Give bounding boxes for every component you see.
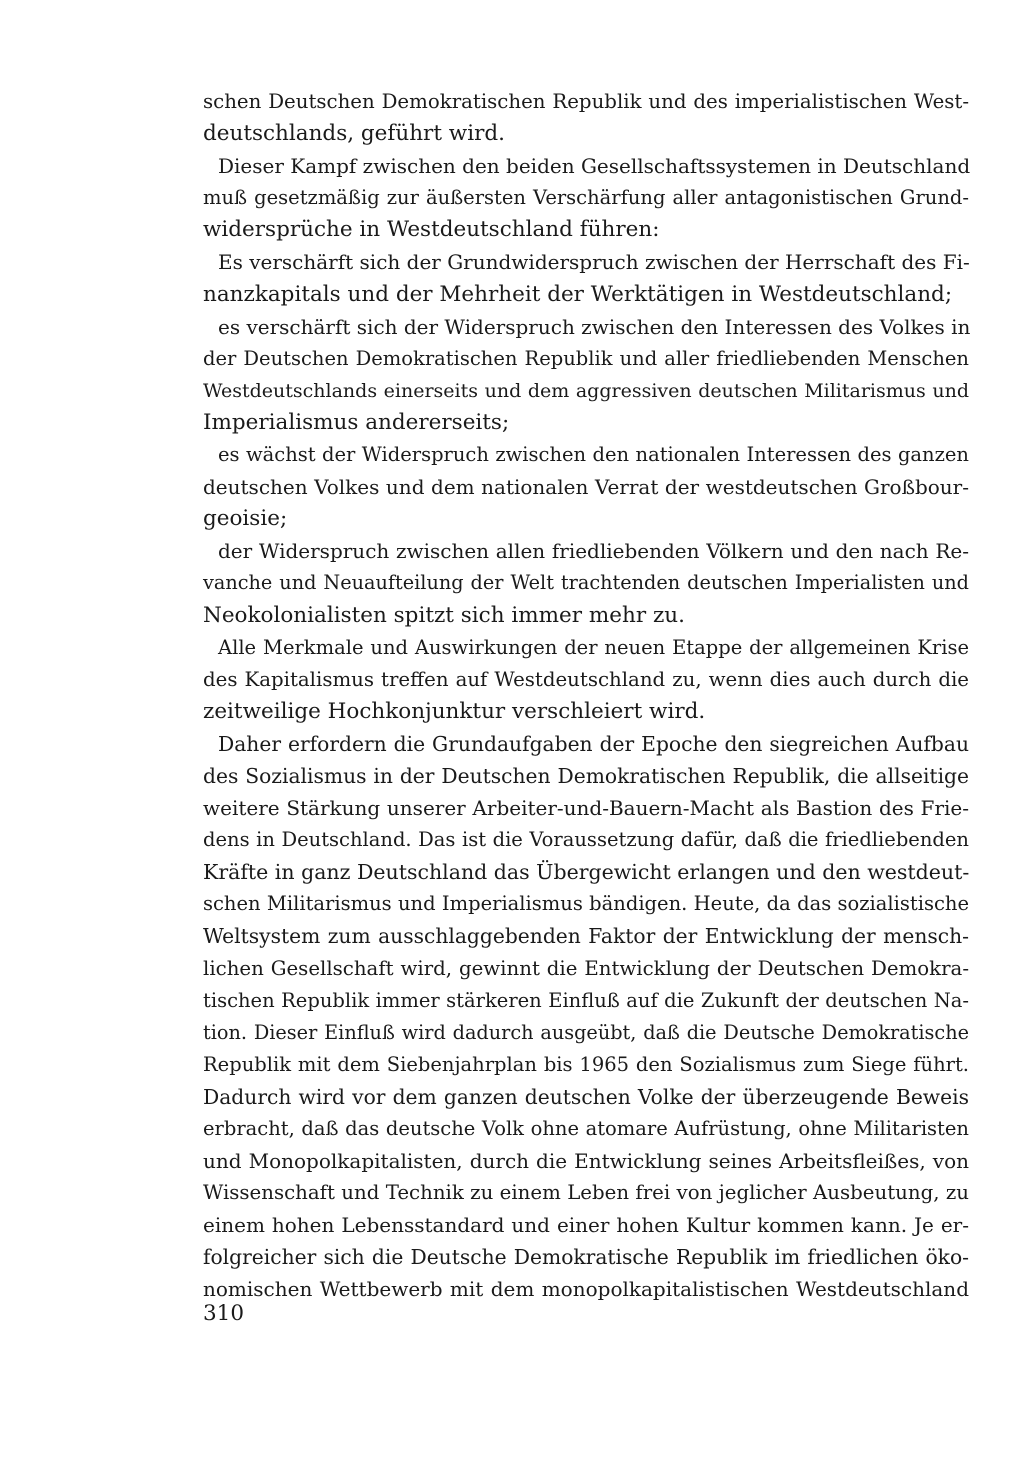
text-line: es wächst der Widerspruch zwischen den nationalen Interessen des ganzen bbox=[218, 443, 969, 467]
text-line: dens in Deutschland. Das ist die Voraussetzung dafür, daß die friedliebenden bbox=[203, 828, 969, 852]
text-block bbox=[203, 86, 969, 1306]
text-line: widersprüche in Westdeutschland führen: bbox=[203, 217, 660, 243]
text-line: Kräfte in ganz Deutschland das Übergewicht erlangen und den westdeut- bbox=[203, 860, 970, 885]
text-line: der Deutschen Demokratischen Republik und aller friedliebenden Menschen bbox=[203, 346, 969, 370]
text-line: nanzkapitals und der Mehrheit der Werktätigen in Westdeutschland; bbox=[203, 281, 953, 307]
text-line: geoisie; bbox=[203, 506, 288, 532]
text-line: Alle Merkmale und Auswirkungen der neuen Etappe der allgemeinen Krise bbox=[218, 635, 969, 659]
text-line: deutschen Volkes und dem nationalen Verrat der westdeutschen Großbour- bbox=[203, 475, 969, 500]
text-line: Daher erfordern die Grundaufgaben der Epoche den siegreichen Aufbau bbox=[218, 731, 969, 756]
text-line: der Widerspruch zwischen allen friedliebenden Völkern und den nach Re- bbox=[218, 539, 969, 564]
text-line: folgreicher sich die Deutsche Demokratische Republik im friedlichen öko- bbox=[203, 1245, 969, 1270]
text-line: des Kapitalismus treffen auf Westdeutschland zu, wenn dies auch durch die bbox=[203, 667, 969, 691]
page-number: 310 bbox=[203, 1301, 245, 1326]
text-line: schen Deutschen Demokratischen Republik und des imperialistischen West- bbox=[203, 90, 969, 113]
text-line: Republik mit dem Siebenjahrplan bis 1965 den Sozialismus zum Siege führt. bbox=[203, 1052, 969, 1076]
text-line: Neokolonialisten spitzt sich immer mehr zu. bbox=[203, 602, 685, 628]
text-line: tischen Republik immer stärkeren Einfluß auf die Zukunft der deutschen Na- bbox=[203, 988, 969, 1012]
text-line: und Monopolkapitalisten, durch die Entwicklung seines Arbeitsfleißes, von bbox=[203, 1149, 969, 1174]
text-line: schen Militarismus und Imperialismus bändigen. Heute, da das sozialistische bbox=[203, 892, 969, 916]
text-line: Weltsystem zum ausschlaggebenden Faktor der Entwicklung der mensch- bbox=[203, 924, 969, 949]
text-line: Es verschärft sich der Grundwiderspruch zwischen der Herrschaft des Fi- bbox=[218, 250, 970, 275]
text-line: des Sozialismus in der Deutschen Demokratischen Republik, die allseitige bbox=[203, 763, 969, 788]
text-line: Dadurch wird vor dem ganzen deutschen Volke der überzeugende Beweis bbox=[203, 1084, 969, 1109]
text-line: Westdeutschlands einerseits und dem aggressiven deutschen Militarismus und bbox=[203, 379, 969, 402]
text-line: zeitweilige Hochkonjunktur verschleiert wird. bbox=[203, 698, 706, 724]
page-body bbox=[203, 86, 969, 1306]
text-line: nomischen Wettbewerb mit dem monopolkapitalistischen Westdeutschland bbox=[203, 1277, 969, 1302]
text-line: muß gesetzmäßig zur äußersten Verschärfung aller antagonistischen Grund- bbox=[203, 186, 969, 210]
text-line: Dieser Kampf zwischen den beiden Gesellschaftssystemen in Deutschland bbox=[218, 154, 971, 179]
text-line: Imperialismus andererseits; bbox=[203, 409, 510, 435]
text-line: erbracht, daß das deutsche Volk ohne atomare Aufrüstung, ohne Militaristen bbox=[203, 1117, 969, 1140]
text-line: deutschlands, geführt wird. bbox=[203, 121, 505, 147]
text-line: weitere Stärkung unserer Arbeiter-und-Bauern-Macht als Bastion des Frie- bbox=[203, 796, 969, 821]
text-line: tion. Dieser Einfluß wird dadurch ausgeübt, daß die Deutsche Demokratische bbox=[203, 1020, 969, 1044]
text-line: Wissenschaft und Technik zu einem Leben frei von jeglicher Ausbeutung, zu bbox=[203, 1181, 969, 1205]
text-line: vanche und Neuaufteilung der Welt trachtenden deutschen Imperialisten und bbox=[203, 571, 969, 595]
text-line: lichen Gesellschaft wird, gewinnt die Entwicklung der Deutschen Demokra- bbox=[203, 956, 969, 980]
text-line: einem hohen Lebensstandard und einer hohen Kultur kommen kann. Je er- bbox=[203, 1213, 969, 1238]
text-line: es verschärft sich der Widerspruch zwischen den Interessen des Volkes in bbox=[218, 314, 971, 339]
